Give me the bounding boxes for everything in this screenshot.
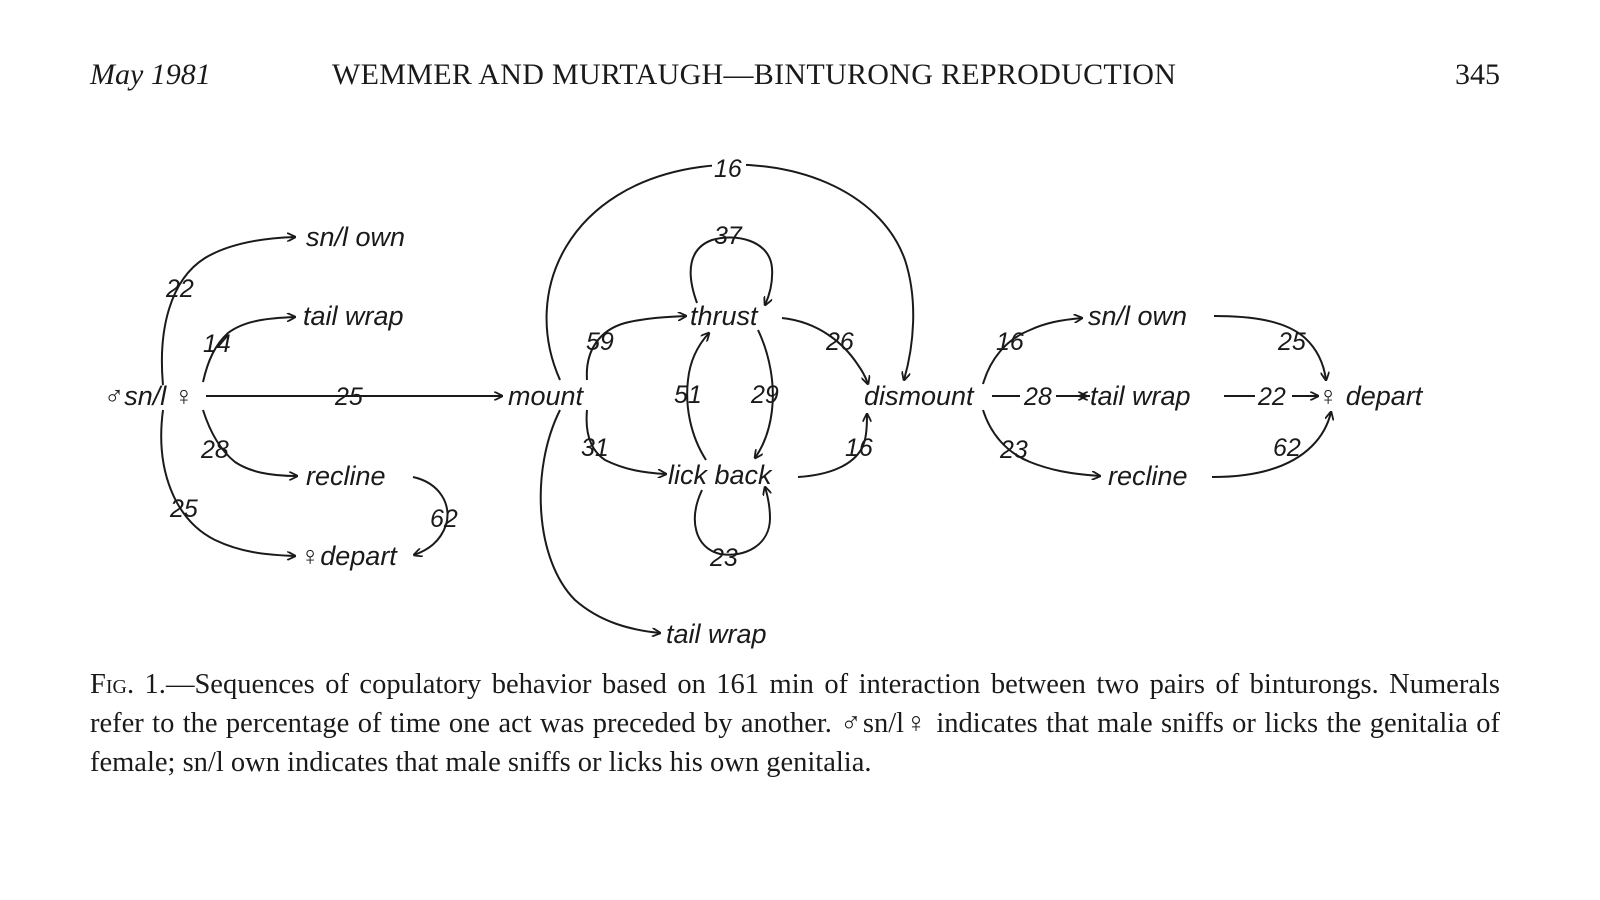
label-mount-to-dismount: 16 <box>714 155 742 183</box>
label-sniff-to-recline: 28 <box>201 436 229 464</box>
page-number: 345 <box>1455 58 1500 91</box>
label-sniff-to-depart: 25 <box>170 495 198 523</box>
node-sn-own-left: sn/l own <box>306 222 406 252</box>
caption-text: —Sequences of copulatory behavior based on 161 min of interaction between two pairs of binturongs. Numerals refer to the percentage of time one act was preceded by another. ♂sn/l♀ indicates that male sniffs or licks the genitalia of female; sn/l own indicates that male sniffs or licks his own genitalia. <box>90 669 1500 778</box>
node-mount: mount <box>508 381 584 411</box>
node-dismount: dismount <box>864 381 974 411</box>
node-recline-right: recline <box>1108 461 1188 491</box>
label-dismount-to-tailwrap: 28 <box>1024 383 1052 411</box>
node-depart-left: ♀depart <box>300 541 397 571</box>
issue-date: May 1981 <box>90 58 211 91</box>
node-lick-back: lick back <box>668 460 772 490</box>
node-tail-wrap-left: tail wrap <box>303 301 404 331</box>
node-tail-wrap-bottom: tail wrap <box>666 619 767 649</box>
label-tailwrap-to-depart: 22 <box>1258 383 1286 411</box>
label-sniff-to-snown: 22 <box>166 275 194 303</box>
label-thrust-loop: 37 <box>714 222 742 250</box>
label-dismount-to-recline: 23 <box>1000 436 1028 464</box>
label-lickback-loop: 23 <box>710 544 738 572</box>
node-tail-wrap-right: tail wrap <box>1090 381 1191 411</box>
node-recline-left: recline <box>306 461 386 491</box>
node-thrust: thrust <box>690 301 758 331</box>
label-lickback-to-dismount: 16 <box>845 434 873 462</box>
label-snown-to-depart: 25 <box>1278 328 1306 356</box>
edge-recline-to-depart-right <box>1212 412 1331 477</box>
edge-thrust-to-dismount <box>782 318 868 384</box>
label-recline-to-depart: 62 <box>430 505 458 533</box>
label-dismount-to-snown: 16 <box>996 328 1024 356</box>
label-mount-to-thrust: 59 <box>586 328 614 356</box>
label-sniff-to-tailwrap: 14 <box>203 330 231 358</box>
label-lickback-to-thrust: 51 <box>674 381 702 409</box>
label-thrust-to-lickback: 29 <box>751 381 779 409</box>
label-mount-to-lickback: 31 <box>581 434 609 462</box>
edge-snown-to-depart <box>1214 316 1326 380</box>
label-sniff-to-mount: 25 <box>335 383 363 411</box>
figure-caption <box>90 665 1500 782</box>
node-sn-own-right: sn/l own <box>1088 301 1188 331</box>
edge-sniff-to-depart <box>161 410 295 556</box>
label-recline-to-depart-right: 62 <box>1273 434 1301 462</box>
caption-label: Fig. 1. <box>90 669 166 700</box>
label-thrust-to-dismount: 26 <box>826 328 854 356</box>
edge-sniff-to-snown <box>162 237 295 385</box>
node-depart-right: ♀ depart <box>1318 381 1423 411</box>
node-male-sniff-female: ♂sn/l ♀ <box>104 381 195 411</box>
running-title: WEMMER AND MURTAUGH—BINTURONG REPRODUCTION <box>332 58 1177 91</box>
